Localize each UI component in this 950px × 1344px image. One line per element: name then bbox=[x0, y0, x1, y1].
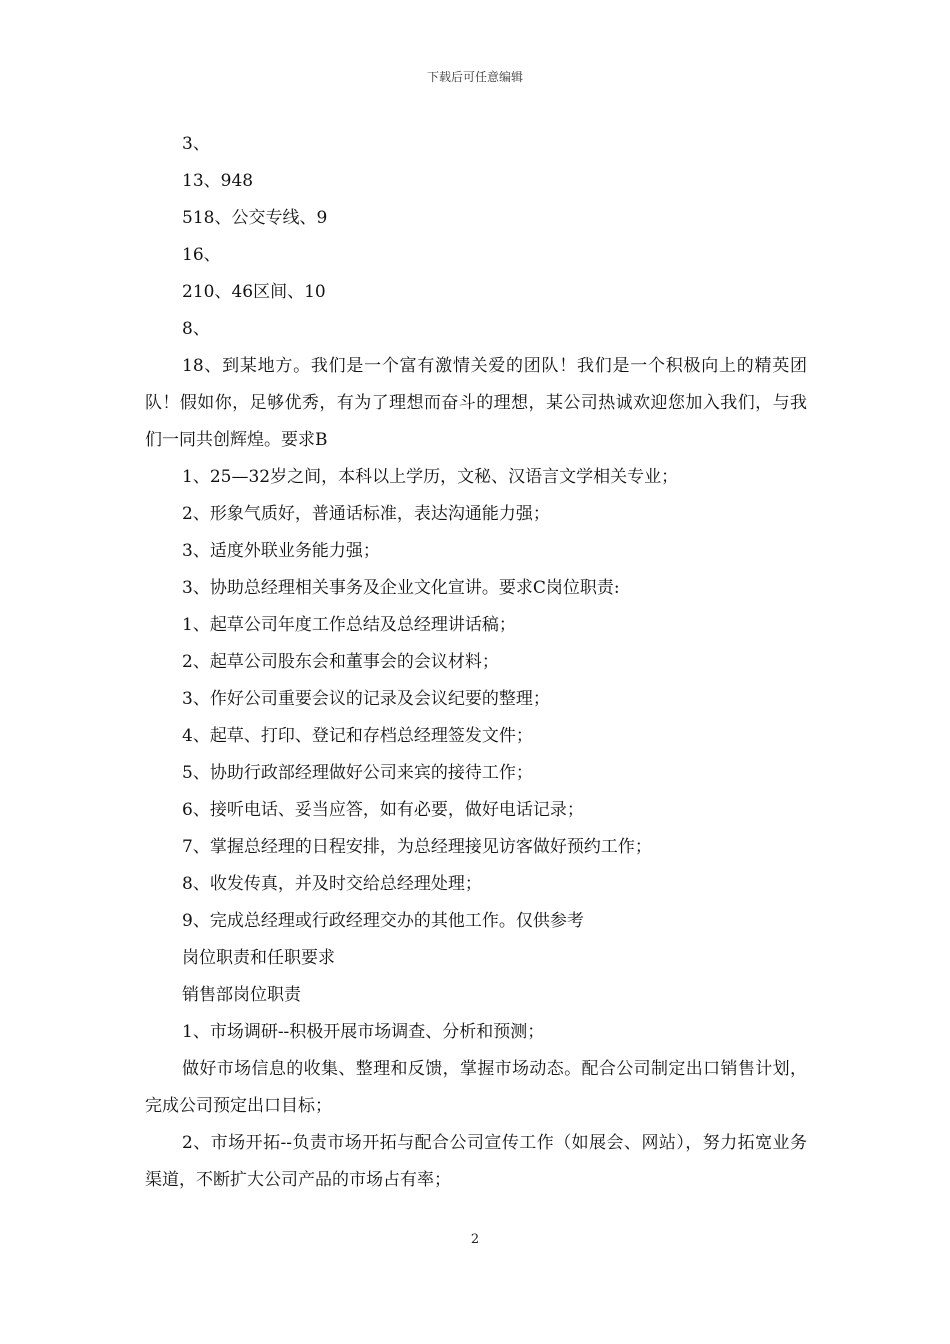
paragraph: 2、起草公司股东会和董事会的会议材料； bbox=[182, 652, 499, 672]
paragraph: 1、起草公司年度工作总结及总经理讲话稿； bbox=[182, 615, 516, 635]
document-body bbox=[145, 126, 807, 1199]
page-header: 下载后可任意编辑 bbox=[426, 70, 523, 84]
paragraph: 3、 bbox=[182, 134, 210, 154]
page-number: 2 bbox=[470, 1232, 480, 1247]
paragraph: 9、完成总经理或行政经理交办的其他工作。仅供参考 bbox=[182, 911, 584, 931]
paragraph: 4、起草、打印、登记和存档总经理签发文件； bbox=[182, 726, 533, 746]
paragraph: 销售部岗位职责 bbox=[182, 985, 301, 1005]
paragraph: 做好市场信息的收集、整理和反馈，掌握市场动态。配合公司制定出口销售计划，完成公司预定出口目标； bbox=[145, 1059, 807, 1116]
paragraph: 6、接听电话、妥当应答，如有必要，做好电话记录； bbox=[182, 800, 584, 820]
paragraph: 8、 bbox=[182, 319, 210, 339]
paragraph: 518、公交专线、9 bbox=[182, 208, 328, 228]
paragraph: 3、协助总经理相关事务及企业文化宣讲。要求C岗位职责: bbox=[182, 578, 620, 598]
paragraph: 16、 bbox=[182, 245, 221, 265]
paragraph: 1、市场调研--积极开展市场调查、分析和预测； bbox=[182, 1022, 545, 1042]
paragraph: 2、形象气质好，普通话标准，表达沟通能力强； bbox=[182, 504, 550, 524]
paragraph: 7、掌握总经理的日程安排，为总经理接见访客做好预约工作； bbox=[182, 837, 652, 857]
paragraph: 8、收发传真，并及时交给总经理处理； bbox=[182, 874, 482, 894]
paragraph: 13、948 bbox=[182, 171, 254, 191]
paragraph: 3、适度外联业务能力强； bbox=[182, 541, 380, 561]
paragraph: 18、到某地方。我们是一个富有激情关爱的团队！我们是一个积极向上的精英团队！假如你，足够优秀，有为了理想而奋斗的理想，某公司热诚欢迎您加入我们，与我们一同共创辉煌。要求B bbox=[145, 356, 807, 450]
paragraph: 3、作好公司重要会议的记录及会议纪要的整理； bbox=[182, 689, 550, 709]
paragraph: 210、46区间、10 bbox=[182, 282, 326, 302]
paragraph: 1、25—32岁之间，本科以上学历，文秘、汉语言文学相关专业； bbox=[182, 467, 679, 487]
paragraph: 2、市场开拓--负责市场开拓与配合公司宣传工作（如展会、网站），努力拓宽业务渠道，不断扩大公司产品的市场占有率； bbox=[145, 1133, 807, 1190]
paragraph: 5、协助行政部经理做好公司来宾的接待工作； bbox=[182, 763, 533, 783]
paragraph: 岗位职责和任职要求 bbox=[182, 948, 335, 968]
